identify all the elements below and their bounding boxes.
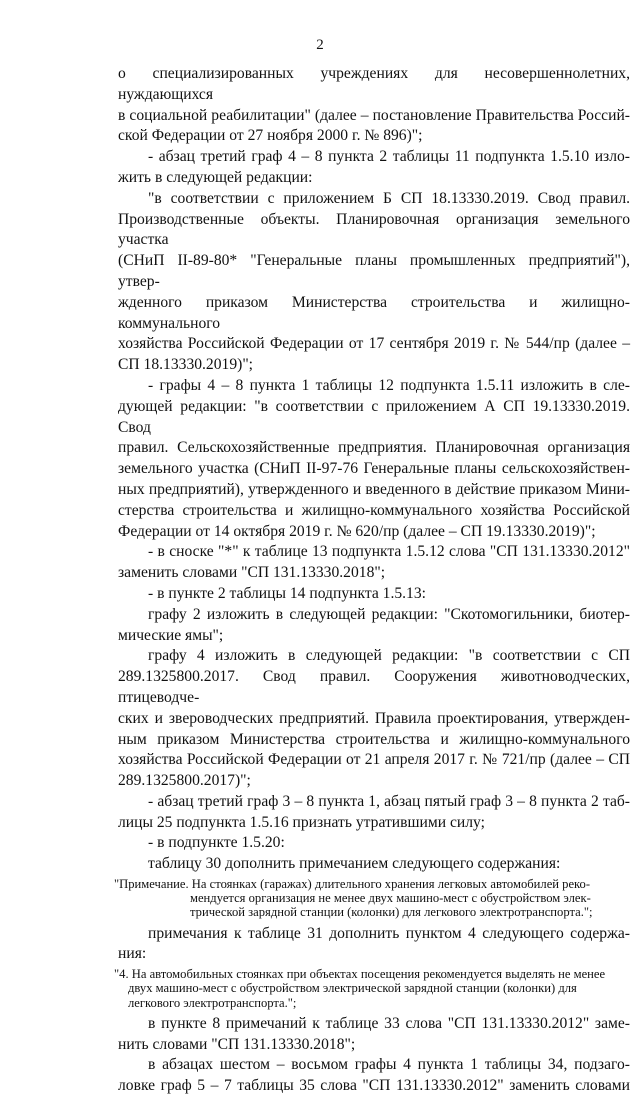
text-block-table33-35 (118, 1014, 630, 1097)
text-block-table31 (118, 924, 630, 966)
document-body (114, 64, 630, 1097)
text-line: "в соответствии с приложением Б СП 18.13330.2019. Свод правил. (148, 189, 630, 207)
text-line: о специализированных учреждениях для несовершеннолетних, нуждающихся (118, 65, 630, 103)
text-line: графу 2 изложить в следующей редакции: "Скотомогильники, биотер- (148, 605, 630, 623)
text-line: - в пункте 2 таблицы 14 подпункта 1.5.13: (148, 584, 426, 602)
text-line: - в подпункте 1.5.20: (148, 834, 285, 852)
text-line: 289.1325800.2017)"; (118, 772, 251, 790)
note-line: "4. На автомобильных стоянках при объектах посещения рекомендуется выделять не менее (114, 967, 606, 982)
text-line: Федерации от 14 октября 2019 г. № 620/пр (далее – СП 19.13330.2019)"; (118, 522, 596, 540)
text-line: - абзац третий граф 4 – 8 пункта 2 таблицы 11 подпункта 1.5.10 изло- (148, 148, 630, 166)
text-line: жденного приказом Министерства строительства и жилищно-коммунального (118, 293, 630, 332)
text-line: графу 4 изложить в следующей редакции: "в соответствии с СП (148, 647, 630, 665)
text-line: ным приказом Министерства строительства и жилищно-коммунального (118, 730, 630, 748)
text-line: СП 18.13330.2019)"; (118, 356, 254, 374)
text-line: мические ямы"; (118, 626, 224, 644)
text-line: хозяйства Российской Федерации от 21 апреля 2017 г. № 721/пр (далее – СП (118, 751, 630, 769)
text-line: таблицу 30 дополнить примечанием следующего содержания: (148, 855, 561, 873)
text-line: ской Федерации от 27 ноября 2000 г. № 896)"; (118, 127, 423, 145)
text-line: стерства строительства и жилищно-коммунального хозяйства Российской (118, 501, 630, 519)
text-line: лицы 25 подпункта 1.5.16 признать утратившими силу; (118, 813, 485, 831)
text-line: нить словами "СП 131.13330.2018"; (118, 1035, 356, 1053)
text-line: в социальной реабилитации" (далее – постановление Правительства Россий- (118, 106, 630, 124)
text-line: ния: (118, 945, 147, 963)
text-line: - абзац третий граф 3 – 8 пункта 1, абзац пятый граф 3 – 8 пункта 2 таб- (148, 792, 630, 810)
text-line: земельного участка (СНиП II-97-76 Генеральные планы сельскохозяйствен- (118, 460, 630, 478)
note-item-4 (114, 967, 630, 1010)
text-line: 289.1325800.2017. Свод правил. Сооружения животноводческих, птицеводче- (118, 668, 630, 706)
text-line: жить в следующей редакции: (118, 168, 313, 186)
text-line: заменить словами "СП 131.13330.2018"; (118, 564, 386, 582)
page-number: 2 (316, 37, 324, 53)
note-line: "Примечание. На стоянках (гаражах) длительного хранения легковых автомобилей реко- (114, 877, 591, 892)
note-line: двух машино-мест с обустройством электрической зарядной станции (колонки) для (128, 981, 577, 996)
note-line: трической зарядной станции (колонки) для легкового электротранспорта."; (190, 905, 593, 920)
main-text-block (118, 64, 630, 875)
text-line: (СНиП II-89-80* "Генеральные планы промышленных предприятий"), утвер- (118, 252, 630, 290)
text-line: ловке граф 5 – 7 таблицы 35 слова "СП 131.13330.2012" заменить словами (118, 1077, 630, 1095)
text-line: хозяйства Российской Федерации от 17 сентября 2019 г. № 544/пр (далее – (118, 335, 630, 353)
text-line: Производственные объекты. Планировочная организация земельного участка (118, 210, 630, 249)
text-line: - графы 4 – 8 пункта 1 таблицы 12 подпункта 1.5.11 изложить в сле- (148, 376, 630, 394)
note-line: легкового электротранспорта."; (128, 995, 297, 1010)
text-line: в пункте 8 примечаний к таблице 33 слова "СП 131.13330.2012" заме- (148, 1014, 630, 1032)
text-line: ских и звероводческих предприятий. Правила проектирования, утвержден- (118, 709, 630, 727)
note-line: мендуется организация не менее двух машино-мест с обустройством элек- (190, 891, 591, 906)
text-line: ных предприятий), утвержденного и введенного в действие приказом Мини- (118, 480, 630, 498)
text-line: правил. Сельскохозяйственные предприятия. Планировочная организация (118, 439, 630, 457)
text-line: примечания к таблице 31 дополнить пунктом 4 следующего содержа- (148, 924, 630, 942)
text-line: дующей редакции: "в соответствии с приложением А СП 19.13330.2019. Свод (118, 397, 630, 436)
text-line: в абзацах шестом – восьмом графы 4 пункта 1 таблицы 34, подзаго- (148, 1056, 630, 1074)
text-line: - в сноске "*" к таблице 13 подпункта 1.5.12 слова "СП 131.13330.2012" (148, 543, 630, 561)
note-parking-garages (114, 877, 630, 920)
